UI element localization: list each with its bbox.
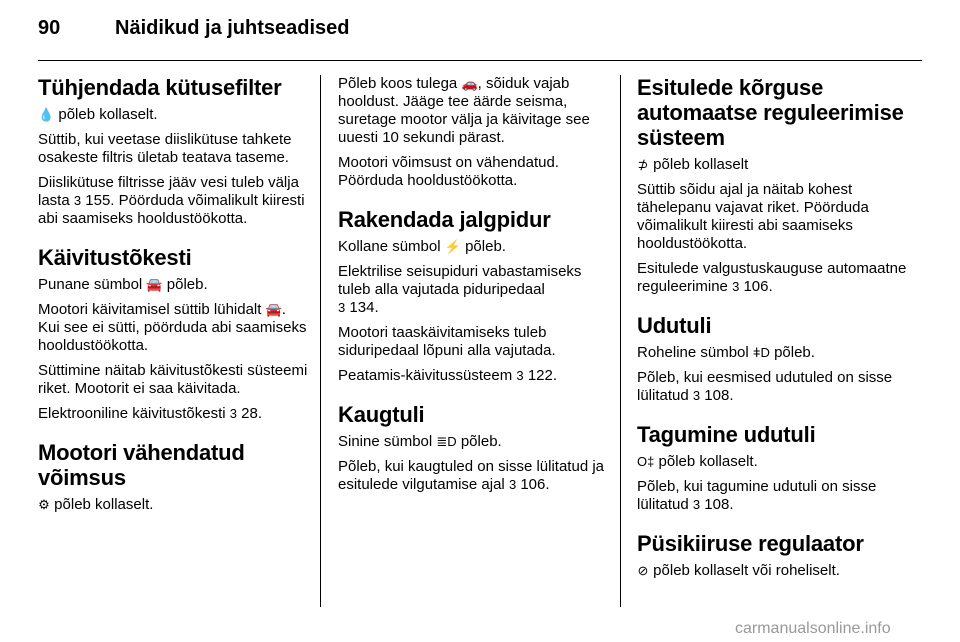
page-ref-arrow-icon: 3 (516, 368, 524, 383)
column-1 (38, 75, 308, 521)
page-ref: 106 (520, 476, 546, 493)
high-beam-icon: ≣D (436, 434, 457, 449)
section-heading: Mootori vähendatud võimsus (38, 440, 245, 490)
body-paragraph: Mootori käivitamisel süttib lühidalt 🚘. Kui see ei sütti, pöörduda abi saamiseks hooldustöökotta. (38, 301, 307, 354)
section-heading: Rakendada jalgpidur (338, 207, 551, 232)
page-ref: 134 (349, 299, 375, 316)
section-heading: Kaugtuli (338, 402, 425, 427)
section-heading: Esitulede kõrguse automaatse reguleerimise süsteem (637, 75, 904, 150)
immobilizer-car-key-icon: 🚘 (265, 302, 282, 317)
page-ref-arrow-icon: 3 (692, 497, 701, 512)
body-paragraph: Põleb koos tulega 🚗, sõiduk vajab hooldust. Jääge tee äärde seisma, suretage mootor välja ja käivitage see uuesti 10 sekundi pärast. (338, 75, 590, 146)
rear-fog-light-icon: O‡ (637, 454, 655, 469)
page-ref: 108 (704, 387, 730, 404)
immobilizer-car-key-icon: 🚘 (146, 277, 163, 292)
body-paragraph: ⚙ põleb kollaselt. (38, 496, 154, 513)
page-ref-arrow-icon: 3 (229, 406, 237, 421)
body-paragraph: Põleb, kui kaugtuled on sisse lülitatud ja esitulede vilgutamise ajal 3 106. (338, 458, 605, 493)
cruise-control-icon: ⊘ (637, 563, 649, 578)
foot-brake-icon: ⚡ (444, 239, 461, 254)
body-paragraph: Diislikütuse filtrisse jääv vesi tuleb välja lasta 3 155. Pöörduda võimalikult kiiresti abi saamiseks hooldustöökotta. (38, 174, 305, 227)
page-ref: 108 (704, 496, 730, 513)
headlight-levelling-icon: ⊅ (637, 157, 649, 172)
column-divider (320, 75, 321, 607)
fuel-filter-drop-icon: 💧 (38, 107, 55, 122)
body-paragraph: Kollane sümbol ⚡ põleb. (338, 238, 506, 255)
column-3 (637, 75, 927, 587)
body-paragraph: Elektrilise seisupiduri vabastamiseks tuleb alla vajutada piduripedaal 3 134. (338, 263, 582, 316)
page-ref: 155 (85, 192, 111, 209)
body-paragraph: Mootori võimsust on vähendatud. Pöörduda hooldustöökotta. (338, 154, 559, 189)
body-paragraph: ⊅ põleb kollaselt (637, 156, 749, 173)
body-paragraph: Elektrooniline käivitustõkesti 3 28. (38, 405, 263, 422)
section-heading: Udutuli (637, 313, 712, 338)
section-heading: Püsikiiruse regulaator (637, 531, 864, 556)
watermark: carmanualsonline.info (735, 620, 891, 637)
body-paragraph: Süttib sõidu ajal ja näitab kohest tähelepanu vajavat riket. Pöörduda võimalikult kiiresti abi saamiseks hooldustöökotta. (637, 181, 869, 252)
body-paragraph: Punane sümbol 🚘 põleb. (38, 276, 208, 293)
section-heading: Käivitustõkesti (38, 245, 192, 270)
body-paragraph: 💧 põleb kollaselt. (38, 106, 158, 123)
section-heading: Tagumine udutuli (637, 422, 816, 447)
body-paragraph: ⊘ põleb kollaselt või roheliselt. (637, 562, 840, 579)
page-ref: 122 (527, 367, 553, 384)
body-paragraph: O‡ põleb kollaselt. (637, 453, 758, 470)
section-heading: Tühjendada kütusefilter (38, 75, 282, 100)
page-number: 90 (38, 17, 61, 39)
body-paragraph: Peatamis-käivitussüsteem 3 122. (338, 367, 558, 384)
page-ref-arrow-icon: 3 (692, 388, 701, 403)
front-fog-light-icon: ǂD (752, 345, 770, 360)
running-title: Näidikud ja juhtseadised (115, 17, 350, 39)
page-ref-arrow-icon: 3 (73, 193, 82, 208)
page-ref-arrow-icon: 3 (338, 300, 346, 315)
page-ref: 106 (743, 278, 769, 295)
page-ref-arrow-icon: 3 (732, 279, 740, 294)
body-paragraph: Süttib, kui veetase diislikütuse tahkete osakeste filtris ületab teatava taseme. (38, 131, 292, 166)
body-paragraph: Sinine sümbol ≣D põleb. (338, 433, 502, 450)
reduced-power-engine-icon: ⚙ (38, 497, 50, 512)
body-paragraph: Süttimine näitab käivitustõkesti süsteemi riket. Mootorit ei saa käivitada. (38, 362, 308, 397)
column-2 (338, 75, 608, 501)
header-rule (38, 60, 922, 61)
column-divider (620, 75, 621, 607)
page-ref-arrow-icon: 3 (508, 477, 517, 492)
page-ref: 28 (241, 405, 258, 422)
body-paragraph: Põleb, kui eesmised udutuled on sisse lülitatud 3 108. (637, 369, 893, 404)
body-paragraph: Esitulede valgustuskauguse automaatne reguleerimine 3 106. (637, 260, 907, 295)
service-vehicle-icon: 🚗 (461, 76, 478, 91)
body-paragraph: Roheline sümbol ǂD põleb. (637, 344, 815, 361)
body-paragraph: Mootori taaskäivitamiseks tuleb siduripedaal lõpuni alla vajutada. (338, 324, 556, 359)
body-paragraph: Põleb, kui tagumine udutuli on sisse lülitatud 3 108. (637, 478, 877, 513)
